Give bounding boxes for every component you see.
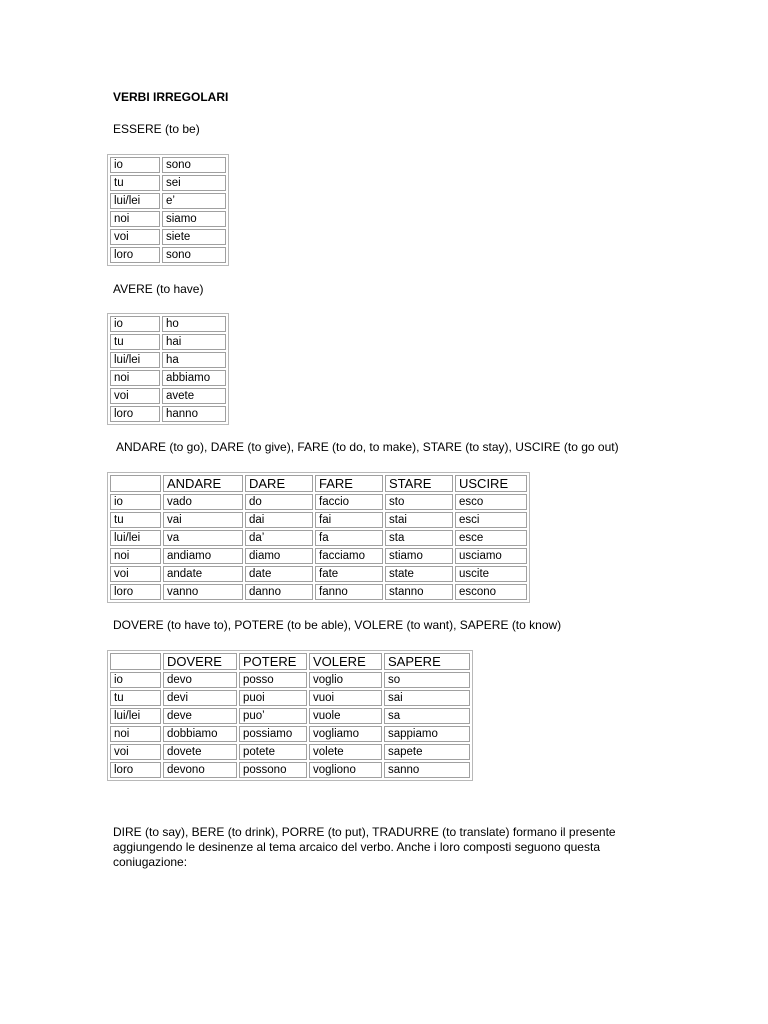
conjugation-cell: dobbiamo [163, 726, 237, 742]
conjugation-cell: e’ [162, 193, 226, 209]
conjugation-cell: vado [163, 494, 243, 510]
conjugation-cell: esco [455, 494, 527, 510]
conjugation-cell: usciamo [455, 548, 527, 564]
conjugation-cell: facciamo [315, 548, 383, 564]
conjugation-cell: uscite [455, 566, 527, 582]
conjugation-cell: stiamo [385, 548, 453, 564]
table-row [110, 494, 527, 510]
conjugation-cell: hanno [162, 406, 226, 422]
conjugation-cell: fate [315, 566, 383, 582]
table-row [110, 762, 470, 778]
conjugation-cell: do [245, 494, 313, 510]
essere-heading: ESSERE (to be) [113, 122, 200, 136]
conjugation-cell: puo’ [239, 708, 307, 724]
conjugation-cell: vuoi [309, 690, 382, 706]
conjugation-cell: deve [163, 708, 237, 724]
pronoun-cell: loro [110, 584, 161, 600]
table-row [110, 175, 226, 191]
conjugation-cell: vogliamo [309, 726, 382, 742]
page-title: VERBI IRREGOLARI [113, 90, 229, 104]
conjugation-cell: abbiamo [162, 370, 226, 386]
conjugation-cell: fa [315, 530, 383, 546]
header-cell: POTERE [239, 653, 307, 670]
conjugation-cell: vogliono [309, 762, 382, 778]
dovere-header-row [110, 653, 470, 670]
andare-table [107, 472, 530, 603]
conjugation-cell: devi [163, 690, 237, 706]
conjugation-cell: sappiamo [384, 726, 470, 742]
conjugation-cell: sto [385, 494, 453, 510]
table-row [110, 548, 527, 564]
pronoun-cell: io [110, 316, 160, 332]
pronoun-cell: io [110, 157, 160, 173]
pronoun-cell: lui/lei [110, 530, 161, 546]
table-row [110, 672, 470, 688]
conjugation-cell: esci [455, 512, 527, 528]
conjugation-cell: escono [455, 584, 527, 600]
conjugation-cell: danno [245, 584, 313, 600]
pronoun-cell: lui/lei [110, 193, 160, 209]
conjugation-cell: date [245, 566, 313, 582]
pronoun-cell: noi [110, 726, 161, 742]
conjugation-cell: diamo [245, 548, 313, 564]
table-row [110, 744, 470, 760]
conjugation-cell: posso [239, 672, 307, 688]
pronoun-cell: loro [110, 762, 161, 778]
pronoun-cell: voi [110, 566, 161, 582]
conjugation-cell: da’ [245, 530, 313, 546]
pronoun-cell: voi [110, 229, 160, 245]
essere-table [107, 154, 229, 266]
conjugation-cell: potete [239, 744, 307, 760]
table-row [110, 726, 470, 742]
pronoun-cell: lui/lei [110, 352, 160, 368]
conjugation-cell: ha [162, 352, 226, 368]
conjugation-cell: sono [162, 247, 226, 263]
andare-heading: ANDARE (to go), DARE (to give), FARE (to do, to make), STARE (to stay), USCIRE (to go out) [116, 440, 619, 454]
conjugation-cell: ho [162, 316, 226, 332]
dovere-table [107, 650, 473, 781]
andare-header-row [110, 475, 527, 492]
pronoun-cell: tu [110, 175, 160, 191]
table-row [110, 247, 226, 263]
pronoun-cell: noi [110, 370, 160, 386]
header-cell [110, 475, 161, 492]
pronoun-cell: loro [110, 247, 160, 263]
pronoun-cell: io [110, 494, 161, 510]
header-cell: DOVERE [163, 653, 237, 670]
conjugation-cell: possiamo [239, 726, 307, 742]
pronoun-cell: noi [110, 548, 161, 564]
table-row [110, 530, 527, 546]
header-cell: DARE [245, 475, 313, 492]
conjugation-cell: andate [163, 566, 243, 582]
conjugation-cell: sei [162, 175, 226, 191]
header-cell [110, 653, 161, 670]
avere-table [107, 313, 229, 425]
conjugation-cell: stanno [385, 584, 453, 600]
table-row [110, 566, 527, 582]
pronoun-cell: io [110, 672, 161, 688]
table-row [110, 352, 226, 368]
conjugation-cell: vai [163, 512, 243, 528]
table-row [110, 211, 226, 227]
table-row [110, 334, 226, 350]
conjugation-cell: fanno [315, 584, 383, 600]
pronoun-cell: tu [110, 512, 161, 528]
conjugation-cell: andiamo [163, 548, 243, 564]
conjugation-cell: sapete [384, 744, 470, 760]
conjugation-cell: fai [315, 512, 383, 528]
conjugation-cell: dovete [163, 744, 237, 760]
conjugation-cell: possono [239, 762, 307, 778]
pronoun-cell: voi [110, 744, 161, 760]
pronoun-cell: tu [110, 334, 160, 350]
conjugation-cell: siamo [162, 211, 226, 227]
header-cell: FARE [315, 475, 383, 492]
header-cell: STARE [385, 475, 453, 492]
conjugation-cell: sanno [384, 762, 470, 778]
table-row [110, 157, 226, 173]
conjugation-cell: va [163, 530, 243, 546]
conjugation-cell: siete [162, 229, 226, 245]
conjugation-cell: dai [245, 512, 313, 528]
table-row [110, 708, 470, 724]
table-row [110, 370, 226, 386]
conjugation-cell: voglio [309, 672, 382, 688]
conjugation-cell: stai [385, 512, 453, 528]
conjugation-cell: vuole [309, 708, 382, 724]
pronoun-cell: loro [110, 406, 160, 422]
header-cell: VOLERE [309, 653, 382, 670]
conjugation-cell: volete [309, 744, 382, 760]
header-cell: ANDARE [163, 475, 243, 492]
pronoun-cell: voi [110, 388, 160, 404]
dovere-heading: DOVERE (to have to), POTERE (to be able), VOLERE (to want), SAPERE (to know) [113, 618, 562, 632]
table-row [110, 584, 527, 600]
header-cell: USCIRE [455, 475, 527, 492]
table-row [110, 690, 470, 706]
conjugation-cell: sono [162, 157, 226, 173]
table-row [110, 388, 226, 404]
conjugation-cell: hai [162, 334, 226, 350]
dire-bere-paragraph: DIRE (to say), BERE (to drink), PORRE (to put), TRADURRE (to translate) formano il presente aggiungendo le desinenze al tema arcaico del verbo. Anche i loro composti seguono questa coniugazione: [113, 825, 616, 869]
conjugation-cell: sa [384, 708, 470, 724]
conjugation-cell: sta [385, 530, 453, 546]
avere-heading: AVERE (to have) [113, 282, 204, 296]
conjugation-cell: devo [163, 672, 237, 688]
conjugation-cell: state [385, 566, 453, 582]
conjugation-cell: faccio [315, 494, 383, 510]
table-row [110, 229, 226, 245]
conjugation-cell: vanno [163, 584, 243, 600]
conjugation-cell: esce [455, 530, 527, 546]
conjugation-cell: devono [163, 762, 237, 778]
table-row [110, 512, 527, 528]
pronoun-cell: tu [110, 690, 161, 706]
header-cell: SAPERE [384, 653, 470, 670]
conjugation-cell: sai [384, 690, 470, 706]
pronoun-cell: lui/lei [110, 708, 161, 724]
conjugation-cell: so [384, 672, 470, 688]
conjugation-cell: puoi [239, 690, 307, 706]
table-row [110, 406, 226, 422]
conjugation-cell: avete [162, 388, 226, 404]
pronoun-cell: noi [110, 211, 160, 227]
table-row [110, 316, 226, 332]
table-row [110, 193, 226, 209]
